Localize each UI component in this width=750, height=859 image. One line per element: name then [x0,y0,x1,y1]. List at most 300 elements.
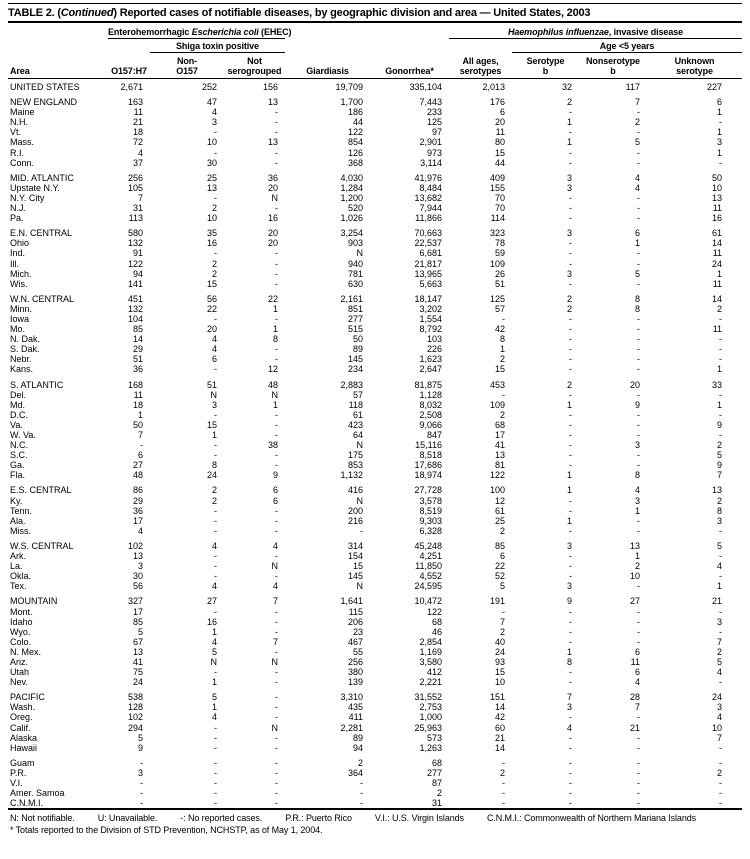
value-cell: 2 [717,495,723,506]
value-cell: - [569,778,572,788]
value-cell: 186 [347,107,363,118]
table-row [8,127,742,137]
value-cell: 2,647 [419,364,442,375]
value-cell: - [637,334,640,345]
title-rest: ) Reported cases of notifiable diseases, by geographic division and area — United States, 2003 [113,7,591,19]
value-cell: - [569,742,572,753]
area-cell: La. [10,561,23,572]
value-cell: 5 [137,626,143,637]
value-cell: N [271,192,278,203]
table-row [8,581,742,591]
value-cell: 467 [347,636,363,647]
area-cell: Vt. [10,127,22,138]
value-cell: 2 [566,293,572,304]
table-section [8,375,742,481]
area-cell: E.N. CENTRAL [10,228,73,239]
table-row [8,536,742,551]
value-cell: 23 [352,626,363,637]
value-cell: 27 [206,596,217,607]
value-cell: 2 [566,303,572,314]
area-cell: W.N. CENTRAL [10,293,75,304]
value-cell: - [360,798,363,809]
value-cell: - [719,788,723,799]
area-cell: Upstate N.Y. [10,182,60,193]
value-cell: 573 [426,732,442,743]
value-cell: - [569,344,572,355]
table-section [8,289,742,375]
value-cell: 8 [634,470,640,481]
ehec-prefix: Enterohemorrhagic [108,27,192,37]
value-cell: 1 [272,399,278,410]
value-cell: - [569,192,572,203]
value-cell: 2 [634,561,640,572]
value-cell: 27,728 [414,485,442,496]
area-cell: Hawaii [10,742,38,753]
value-cell: 94 [352,742,363,753]
title-continued: Continued [60,7,114,19]
value-cell: - [275,798,278,809]
column-header-giardiasis: Giardiasis [285,53,370,79]
area-cell: MID. ATLANTIC [10,172,74,183]
value-cell: 7 [634,702,640,713]
value-cell: - [214,767,217,778]
value-cell: 9 [566,596,572,607]
value-cell: - [569,757,572,768]
value-cell: 2 [211,258,217,269]
value-cell: 163 [127,97,143,108]
value-cell: 17 [494,430,505,440]
value-cell: 1 [566,485,572,496]
value-cell: 67 [132,636,143,647]
value-cell: - [214,722,217,733]
area-cell: Wyo. [10,626,31,637]
value-cell: 3 [717,515,723,526]
value-cell: - [569,419,572,430]
value-cell: 7 [137,430,143,440]
value-cell: - [275,515,278,526]
abbreviation-item: C.N.M.I.: Commonwealth of Northern Mariana Islands [486,813,697,824]
value-cell: 15 [206,419,217,430]
value-cell: N [210,389,217,400]
value-cell: 3 [566,228,572,239]
value-cell: - [502,606,505,617]
value-cell: 1,263 [419,742,442,753]
value-cell: 56 [206,293,217,304]
value-cell: 2 [436,788,442,799]
value-cell: 8,792 [419,324,442,335]
value-cell: 13 [712,192,723,203]
value-cell: - [275,571,278,582]
value-cell: - [719,778,723,788]
value-cell: - [637,419,640,430]
value-cell: 538 [127,692,143,703]
value-cell: 18,147 [414,293,442,304]
value-cell: 14 [494,702,505,713]
table-row [8,733,742,743]
value-cell: 139 [347,677,363,688]
value-cell: 4 [137,525,143,536]
table-row [8,304,742,314]
value-cell: - [214,409,217,420]
value-cell: - [637,157,640,168]
value-cell: - [637,636,640,647]
table-row [8,617,742,627]
value-cell: 11,850 [415,561,442,572]
value-cell: 60 [494,722,505,733]
value-cell: 168 [127,379,143,390]
table-row [8,723,742,733]
column-header-o157h7: O157:H7 [108,53,150,79]
value-cell: 1 [137,409,143,420]
area-cell: E.S. CENTRAL [10,485,72,496]
value-cell: 2 [717,303,723,314]
value-cell: - [637,767,640,778]
value-cell: 13 [267,137,278,148]
value-cell: - [569,460,572,471]
value-cell: 1 [272,303,278,314]
table-row [8,92,742,107]
value-cell: 1 [717,399,723,410]
value-cell: 132 [127,303,143,314]
value-cell: 1 [566,470,572,481]
table-row [8,324,742,334]
value-cell: - [569,107,572,118]
value-cell: - [275,430,278,440]
value-cell: - [637,798,640,809]
value-cell: - [214,505,217,516]
value-cell: - [637,460,640,471]
value-cell: 15 [494,667,505,678]
value-cell: 36 [132,505,143,516]
area-cell: Idaho [10,616,33,627]
value-cell: 25 [494,515,505,526]
area-cell: Oreg. [10,712,33,723]
value-cell: 4 [211,540,217,551]
value-cell: 2,281 [340,722,363,733]
value-cell: - [569,157,572,168]
value-cell: 22 [267,293,278,304]
value-cell: 109 [489,399,505,410]
value-cell: 2 [211,268,217,279]
value-cell: 24,595 [414,581,442,592]
area-cell: S. Dak. [10,344,40,355]
value-cell: 31 [431,798,442,809]
value-cell: 45,248 [414,540,442,551]
table-row [8,677,742,687]
value-cell: 50 [352,334,363,345]
value-cell: 35 [206,228,217,239]
value-cell: - [569,798,572,809]
value-cell: 1 [634,238,640,249]
value-cell: - [214,551,217,562]
value-cell: 1,284 [340,182,363,193]
value-cell: 1 [717,147,723,158]
table-row [8,148,742,158]
value-cell: - [214,364,217,375]
value-cell: 6,328 [419,525,442,536]
value-cell: 3 [566,540,572,551]
value-cell: 4,251 [419,551,442,562]
value-cell: - [275,551,278,562]
table-row [8,183,742,193]
table-row [8,798,742,809]
value-cell: 51 [132,354,143,365]
value-cell: 93 [494,656,505,667]
value-cell: 4 [211,581,217,592]
value-cell: - [140,440,143,451]
value-cell: 145 [347,354,363,365]
value-cell: - [275,107,278,118]
table-row [8,768,742,778]
value-cell: N [210,656,217,667]
value-cell: 85 [132,324,143,335]
table-row [8,788,742,798]
value-cell: 9 [717,460,723,471]
value-cell: 21,817 [414,258,442,269]
value-cell: 38 [267,440,278,451]
table-row [8,571,742,581]
value-cell: - [569,238,572,249]
value-cell: 5 [717,450,723,461]
table-row [8,137,742,147]
area-cell: Maine [10,107,35,118]
value-cell: - [637,581,640,592]
value-cell: - [719,354,723,365]
value-cell: 8 [634,293,640,304]
value-cell: - [140,798,143,809]
value-cell: 3 [566,182,572,193]
value-cell: 1,132 [340,470,363,481]
value-cell: 70 [494,192,505,203]
column-header-unknown-serotype: Unknown serotype [647,53,742,79]
table-row [8,480,742,495]
value-cell: 3 [566,702,572,713]
value-cell: 33 [712,379,723,390]
value-cell: - [569,334,572,345]
value-cell: 132 [127,238,143,249]
value-cell: 13 [712,485,723,496]
value-cell: 68 [431,616,442,627]
value-cell: - [214,440,217,451]
table-row [8,158,742,168]
value-cell: 141 [127,278,143,289]
value-cell: 11 [712,324,723,335]
value-cell: - [275,606,278,617]
value-cell: - [637,203,640,214]
area-cell: Pa. [10,213,24,224]
spanner-shiga-toxin: Shiga toxin positive [150,39,285,53]
abbreviation-key [8,810,742,823]
value-cell: 11 [133,389,143,400]
table-row [8,289,742,304]
value-cell: 2 [499,767,505,778]
value-cell: 11 [712,203,723,214]
value-cell: - [569,551,572,562]
value-cell: - [637,147,640,158]
table-row [8,460,742,470]
value-cell: 4 [211,636,217,647]
value-cell: 2 [211,485,217,496]
value-cell: - [569,561,572,572]
value-cell: 30 [132,571,143,582]
value-cell: - [637,732,640,743]
value-cell: 1,128 [419,389,442,400]
value-cell: - [637,525,640,536]
value-cell: 125 [426,117,442,128]
value-cell: - [637,258,640,269]
value-cell: 126 [347,147,363,158]
area-cell: P.R. [10,767,27,778]
value-cell: 11 [133,107,143,118]
value-cell: - [637,389,640,400]
value-cell: 7 [272,596,278,607]
value-cell: 113 [128,213,143,224]
value-cell: 1 [717,581,723,592]
value-cell: 4 [272,540,278,551]
value-cell: - [569,712,572,723]
value-cell: 1 [211,702,217,713]
area-cell: Mont. [10,606,33,617]
value-cell: 11 [712,248,723,259]
column-header-gonorrhea: Gonorrhea* [370,53,449,79]
value-cell: - [569,127,572,138]
value-cell: 15 [352,561,363,572]
value-cell: 14 [712,238,723,249]
value-cell: - [275,712,278,723]
value-cell: - [275,742,278,753]
value-cell: - [275,757,278,768]
table-row [8,314,742,324]
value-cell: 1 [566,137,572,148]
area-cell: Okla. [10,571,32,582]
value-cell: 5 [634,268,640,279]
value-cell: 42 [494,712,505,723]
area-cell: Colo. [10,636,32,647]
value-cell: 22,537 [414,238,442,249]
value-cell: 13 [132,646,143,657]
value-cell: 5 [717,656,723,667]
value-cell: - [275,525,278,536]
value-cell: 8 [272,334,278,345]
value-cell: - [637,324,640,335]
value-cell: 154 [347,551,363,562]
value-cell: - [569,636,572,647]
value-cell: 48 [132,470,143,481]
area-cell: Ind. [10,248,26,259]
area-cell: Tenn. [10,505,33,516]
value-cell: 13 [206,182,217,193]
value-cell: - [214,192,217,203]
title-rule [8,21,742,23]
value-cell: - [637,107,640,118]
value-cell: 206 [347,616,363,627]
value-cell: 4 [272,581,278,592]
value-cell: 7 [566,692,572,703]
table-row [8,591,742,606]
value-cell: 16 [206,238,217,249]
value-cell: 4 [717,712,723,723]
value-cell: 234 [347,364,363,375]
area-cell: W. Va. [10,430,36,440]
value-cell: 1 [566,117,572,128]
value-cell: - [275,117,278,128]
value-cell: - [502,788,505,799]
area-cell: Guam [10,757,35,768]
area-cell: Wis. [10,278,28,289]
value-cell: 18 [132,127,143,138]
area-cell: S.C. [10,450,28,461]
value-cell: 1 [634,505,640,516]
value-cell: 20 [267,182,278,193]
value-cell: 20 [267,228,278,239]
value-cell: 41 [132,656,143,667]
spacer-cell [108,39,150,53]
value-cell: 16 [206,616,217,627]
spanner-hib [449,25,742,39]
value-cell: - [275,626,278,637]
value-cell: 380 [347,667,363,678]
value-cell: 2,883 [340,379,363,390]
value-cell: 191 [489,596,505,607]
value-cell: 364 [347,767,363,778]
value-cell: 81 [494,460,505,471]
table-row [8,470,742,480]
table-row [8,627,742,637]
area-cell: Ky. [10,495,23,506]
value-cell: 61 [494,505,505,516]
value-cell: 30 [206,157,217,168]
value-cell: N [356,495,363,506]
value-cell: 13 [132,551,143,562]
value-cell: 16 [712,213,723,224]
column-header-serotype-b: Serotype b [512,53,579,79]
table-row [8,647,742,657]
value-cell: 854 [347,137,363,148]
value-cell: 36 [267,172,278,183]
value-cell: N [356,440,363,451]
value-cell: 3,310 [340,692,363,703]
value-cell: - [275,313,278,324]
value-cell: - [569,213,572,224]
value-cell: 85 [494,540,505,551]
value-cell: - [719,389,723,400]
value-cell: 29 [132,495,143,506]
value-cell: - [569,258,572,269]
value-cell: 2 [211,203,217,214]
value-cell: - [275,157,278,168]
value-cell: - [637,626,640,637]
value-cell: 2 [634,117,640,128]
value-cell: - [360,778,363,788]
value-cell: 48 [267,379,278,390]
value-cell: 36 [132,364,143,375]
area-cell: Tex. [10,581,27,592]
value-cell: 156 [262,82,278,92]
value-cell: 4 [634,677,640,688]
value-cell: 19,709 [335,82,363,92]
value-cell: 7 [717,636,723,647]
value-cell: - [719,606,723,617]
table-header [8,25,742,79]
area-cell: Minn. [10,303,33,314]
totals-footnote: * Totals reported to the Division of STD Prevention, NCHSTP, as of May 1, 2004. [10,825,323,836]
value-cell: 3 [211,117,217,128]
value-cell: - [569,525,572,536]
value-cell: 2,221 [419,677,442,688]
value-cell: 8 [211,460,217,471]
value-cell: 256 [347,656,363,667]
value-cell: - [275,767,278,778]
